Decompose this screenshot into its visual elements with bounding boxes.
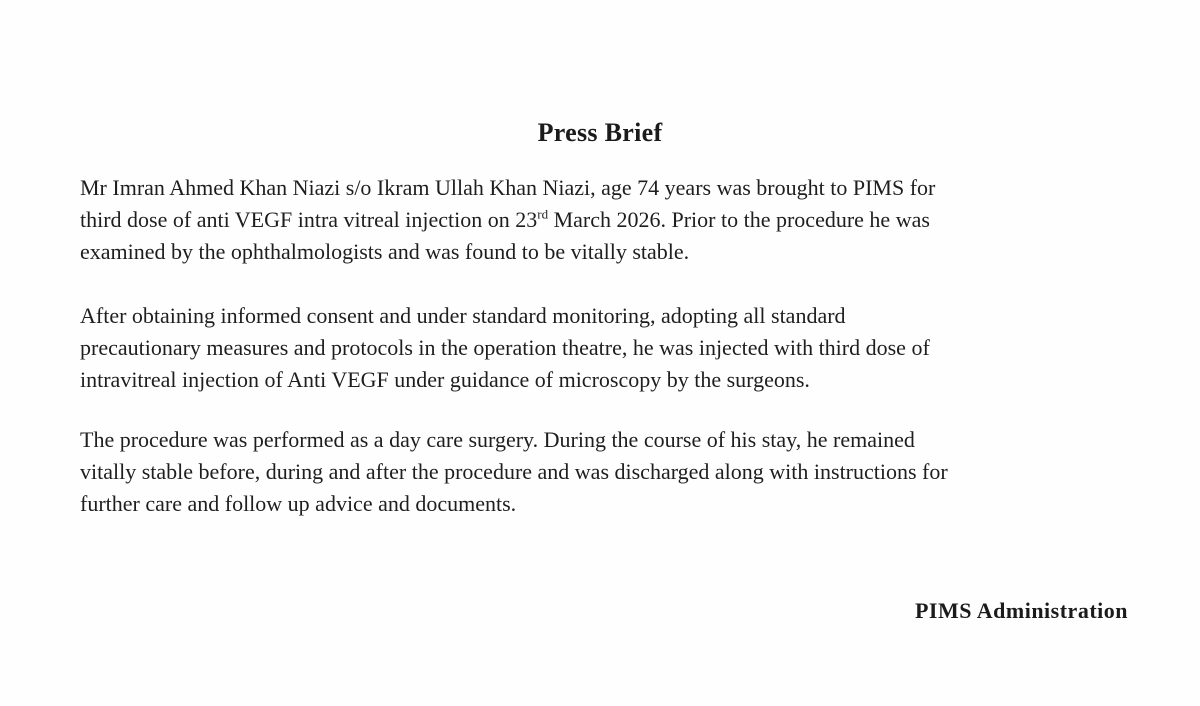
paragraph-1 xyxy=(80,172,1145,268)
paragraph-3-line-3: further care and follow up advice and documents. xyxy=(80,491,517,516)
paragraph-2-line-3: intravitreal injection of Anti VEGF under guidance of microscopy by the surgeons. xyxy=(80,367,810,392)
paragraph-2 xyxy=(80,300,1145,396)
paragraph-2-line-2: precautionary measures and protocols in the operation theatre, he was injected with third dose of xyxy=(80,335,930,360)
document-title: Press Brief xyxy=(537,118,663,147)
paragraph-1-line-2-end: March 2026. Prior to the procedure he was xyxy=(548,207,930,232)
paragraph-3 xyxy=(80,424,1145,520)
paragraph-1-line-1: Mr Imran Ahmed Khan Niazi s/o Ikram Ullah Khan Niazi, age 74 years was brought to PIMS for xyxy=(80,175,936,200)
paragraph-1-line-3: examined by the ophthalmologists and was found to be vitally stable. xyxy=(80,239,690,264)
paragraph-2-line-1: After obtaining informed consent and under standard monitoring, adopting all standard xyxy=(80,303,846,328)
paragraph-3-line-1: The procedure was performed as a day care surgery. During the course of his stay, he remained xyxy=(80,427,915,452)
signature: PIMS Administration xyxy=(914,598,1128,623)
paragraph-3-line-2: vitally stable before, during and after the procedure and was discharged along with instructions for xyxy=(80,459,948,484)
paragraph-1-line-2-start: third dose of anti VEGF intra vitreal injection on 23 xyxy=(80,207,538,232)
paragraph-1-line-2 xyxy=(80,204,1145,236)
date-ordinal-superscript: rd xyxy=(537,206,549,222)
